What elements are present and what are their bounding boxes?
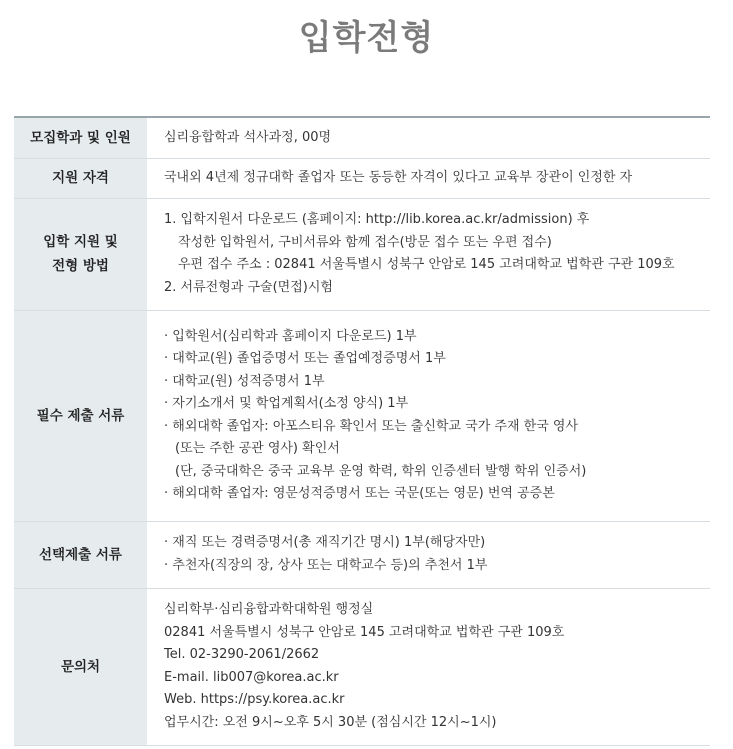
document-item: · 해외대학 졸업자: 아포스티유 확인서 또는 출신학교 국가 주재 한국 영사 bbox=[164, 418, 579, 434]
row-label-recruitment: 모집학과 및 인원 bbox=[14, 117, 147, 158]
contact-website: Web. https://psy.korea.ac.kr bbox=[164, 692, 345, 707]
table-row bbox=[14, 521, 710, 588]
row-value-recruitment bbox=[147, 117, 710, 158]
method-line: 1. 입학지원서 다운로드 (홈페이지: http://lib.korea.ac.kr/admission) 후 bbox=[164, 212, 590, 227]
admission-info-table bbox=[14, 116, 710, 746]
method-line: 2. 서류전형과 구술(면접)시험 bbox=[164, 279, 333, 295]
contact-hours: 업무시간: 오전 9시~오후 5시 30분 (점심시간 12시~1시) bbox=[164, 714, 497, 730]
contact-phone: Tel. 02-3290-2061/2662 bbox=[164, 647, 320, 662]
row-value-application-method bbox=[147, 198, 710, 310]
table-row bbox=[14, 198, 710, 310]
label-line: 전형 방법 bbox=[52, 258, 109, 274]
recruitment-text: 심리융합학과 석사과정, 00명 bbox=[164, 129, 332, 145]
row-label-eligibility: 지원 자격 bbox=[14, 158, 147, 198]
document-item: · 입학원서(심리학과 홈페이지 다운로드) 1부 bbox=[164, 328, 417, 344]
page-title: 입학전형 bbox=[298, 18, 435, 58]
row-label-application-method bbox=[14, 198, 147, 310]
table-row bbox=[14, 117, 710, 158]
document-item: · 재직 또는 경력증명서(총 재직기간 명시) 1부(해당자만) bbox=[164, 535, 486, 550]
document-item: · 자기소개서 및 학업계획서(소정 양식) 1부 bbox=[164, 396, 409, 411]
document-item: (또는 주한 공관 영사) 확인서 bbox=[175, 441, 340, 456]
row-label-contact: 문의처 bbox=[14, 588, 147, 745]
eligibility-text: 국내외 4년제 정규대학 졸업자 또는 동등한 자격이 있다고 교육부 장관이 인정한 자 bbox=[164, 169, 633, 185]
table-row bbox=[14, 588, 710, 745]
row-value-contact bbox=[147, 588, 710, 745]
row-value-required-documents bbox=[147, 310, 710, 521]
method-line: 우편 접수 주소 : 02841 서울특별시 성북구 안암로 145 고려대학교 법학관 구관 109호 bbox=[178, 257, 675, 272]
contact-email: E-mail. lib007@korea.ac.kr bbox=[164, 669, 339, 685]
document-item: · 해외대학 졸업자: 영문성적증명서 또는 국문(또는 영문) 번역 공증본 bbox=[164, 486, 555, 501]
document-item: · 대학교(원) 졸업증명서 또는 졸업예정증명서 1부 bbox=[164, 351, 446, 366]
document-item: · 대학교(원) 성적증명서 1부 bbox=[164, 373, 325, 389]
document-item: · 추천자(직장의 장, 상사 또는 대학교수 등)의 추천서 1부 bbox=[164, 557, 488, 573]
row-label-optional-documents: 선택제출 서류 bbox=[14, 521, 147, 588]
contact-office: 심리학부·심리융합과학대학원 행정실 bbox=[164, 602, 374, 617]
table-row bbox=[14, 158, 710, 198]
row-value-optional-documents bbox=[147, 521, 710, 588]
document-item: (단, 중국대학은 중국 교육부 운영 학력, 학위 인증센터 발행 학위 인증서) bbox=[175, 463, 587, 479]
table-row bbox=[14, 310, 710, 521]
label-line: 입학 지원 및 bbox=[43, 234, 118, 250]
contact-address: 02841 서울특별시 성북구 안암로 145 고려대학교 법학관 구관 109호 bbox=[164, 624, 565, 640]
row-label-required-documents: 필수 제출 서류 bbox=[14, 310, 147, 521]
method-line: 작성한 입학원서, 구비서류와 함께 접수(방문 접수 또는 우편 접수) bbox=[178, 234, 552, 250]
row-value-eligibility bbox=[147, 158, 710, 198]
